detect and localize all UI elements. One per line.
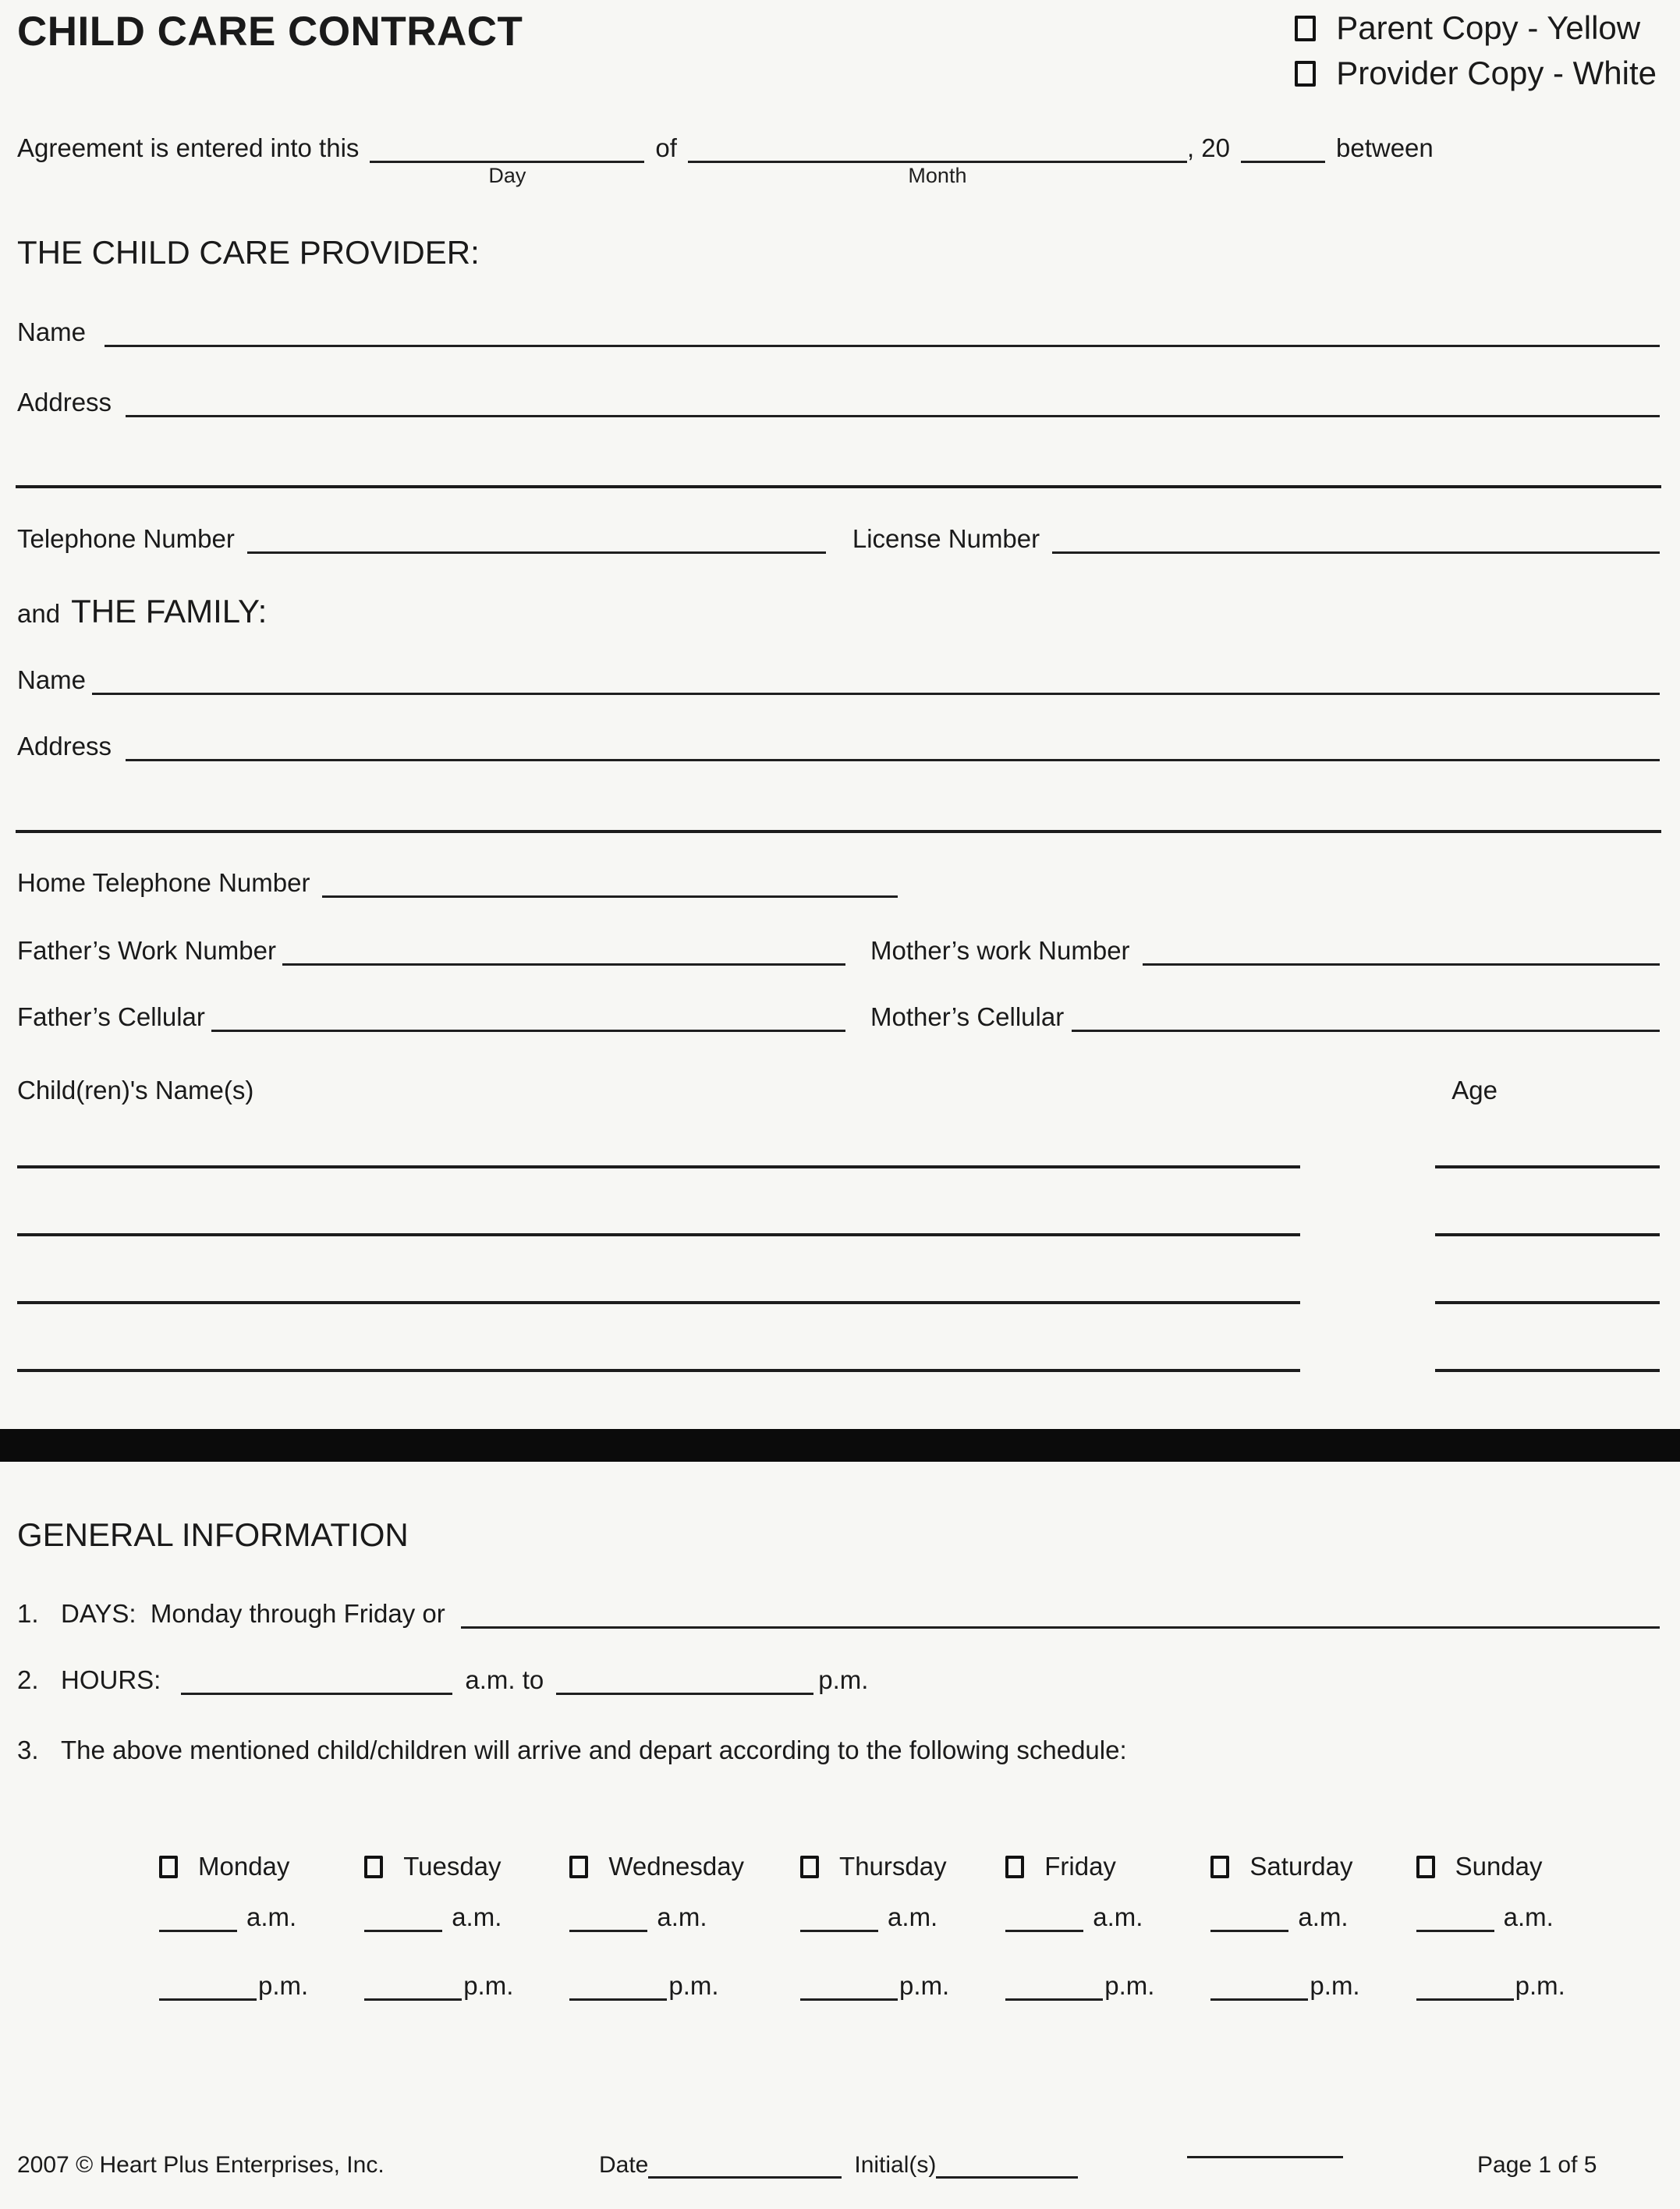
arrival-time-field[interactable] xyxy=(159,1930,237,1932)
child-row xyxy=(17,1101,1660,1168)
child-name-field[interactable] xyxy=(17,1233,1300,1236)
day-header xyxy=(159,1833,308,1900)
provider-name-row xyxy=(17,315,1660,349)
hours-am-field[interactable] xyxy=(181,1693,452,1695)
month-field[interactable] xyxy=(688,161,1187,187)
departure-row xyxy=(364,1969,513,2037)
am-label: a.m. xyxy=(246,1902,297,1931)
mother-cell-label: Mother’s Cellular xyxy=(870,1002,1065,1031)
schedule-day-column-saturday xyxy=(1210,1833,1359,2037)
day-label: Sunday xyxy=(1455,1852,1543,1881)
am-label: a.m. xyxy=(888,1902,938,1931)
provider-copy-row xyxy=(1295,53,1657,94)
provider-name-label: Name xyxy=(17,317,87,346)
children-names-label: Child(ren)'s Name(s) xyxy=(17,1076,254,1104)
child-row xyxy=(17,1236,1660,1304)
extra-initials-group xyxy=(1187,2150,1343,2152)
item1-number: 1. xyxy=(17,1599,39,1628)
child-name-field[interactable] xyxy=(17,1301,1300,1304)
arrival-row xyxy=(364,1900,513,1969)
departure-time-field[interactable] xyxy=(159,1998,257,2001)
child-name-field[interactable] xyxy=(17,1165,1300,1168)
extra-initials-field[interactable] xyxy=(1187,2156,1343,2158)
pm-label: p.m. xyxy=(668,1971,719,2000)
arrival-row xyxy=(569,1900,744,1969)
home-phone-field[interactable] xyxy=(322,895,898,898)
schedule-day-column-friday xyxy=(1005,1833,1154,2037)
child-row xyxy=(17,1304,1660,1372)
am-to-label: a.m. to xyxy=(465,1665,544,1694)
hours-item xyxy=(17,1663,1660,1697)
schedule-day-column-sunday xyxy=(1416,1833,1565,2037)
section-divider-bar xyxy=(0,1429,1680,1462)
day-header xyxy=(1005,1833,1154,1900)
agreement-prefix: Agreement is entered into this xyxy=(17,133,360,162)
child-age-field[interactable] xyxy=(1435,1369,1660,1372)
page-number: Page 1 of 5 xyxy=(1477,2152,1597,2178)
day-checkbox[interactable] xyxy=(1416,1856,1435,1878)
father-work-group xyxy=(17,934,845,968)
year-field[interactable] xyxy=(1241,161,1325,163)
arrival-row xyxy=(159,1900,308,1969)
license-field[interactable] xyxy=(1052,551,1660,554)
day-label: Tuesday xyxy=(403,1852,502,1881)
arrival-time-field[interactable] xyxy=(1416,1930,1494,1932)
departure-time-field[interactable] xyxy=(1005,1998,1103,2001)
day-header xyxy=(800,1833,949,1900)
copy-options xyxy=(1295,8,1657,94)
hours-pm-field[interactable] xyxy=(556,1693,813,1695)
provider-address-field[interactable] xyxy=(126,415,1660,417)
hours-pm-label: p.m. xyxy=(818,1665,869,1694)
day-label: Friday xyxy=(1044,1852,1116,1881)
initials-field[interactable] xyxy=(936,2176,1078,2179)
mother-work-group xyxy=(870,934,1660,968)
provider-phone-row xyxy=(17,522,1660,556)
home-phone-row xyxy=(17,866,1660,900)
age-column-label: Age xyxy=(1451,1076,1497,1104)
arrival-row xyxy=(1005,1900,1154,1969)
schedule-day-column-tuesday xyxy=(364,1833,513,2037)
day-label: Wednesday xyxy=(608,1852,745,1881)
provider-copy-label: Provider Copy - White xyxy=(1336,55,1657,91)
day-checkbox[interactable] xyxy=(364,1856,383,1878)
mother-work-label: Mother’s work Number xyxy=(870,936,1130,965)
family-name-field[interactable] xyxy=(92,693,1660,695)
departure-row xyxy=(159,1969,308,2037)
footer xyxy=(17,2150,1660,2200)
copyright-text: 2007 © Heart Plus Enterprises, Inc. xyxy=(17,2152,385,2178)
arrival-row xyxy=(1416,1900,1565,1969)
provider-address-label: Address xyxy=(17,388,112,417)
family-address-label: Address xyxy=(17,732,112,761)
provider-address-row xyxy=(17,385,1660,420)
father-cell-field[interactable] xyxy=(211,1030,845,1032)
schedule-grid xyxy=(17,1833,1660,2037)
am-label: a.m. xyxy=(657,1902,707,1931)
arrival-row xyxy=(800,1900,949,1969)
day-field-label: Day xyxy=(488,164,526,187)
day-label: Thursday xyxy=(839,1852,947,1881)
departure-row xyxy=(1416,1969,1565,2037)
provider-section-heading: THE CHILD CARE PROVIDER: xyxy=(17,234,480,271)
date-field[interactable] xyxy=(648,2176,842,2179)
days-text: DAYS: Monday through Friday or xyxy=(61,1599,445,1628)
family-section-heading xyxy=(17,591,1660,632)
departure-time-field[interactable] xyxy=(569,1998,667,2001)
schedule-day-column-thursday xyxy=(800,1833,949,2037)
father-work-field[interactable] xyxy=(282,963,845,966)
provider-address2-field[interactable] xyxy=(16,485,1661,488)
hours-text: HOURS: xyxy=(61,1665,161,1694)
telephone-field[interactable] xyxy=(247,551,826,554)
day-label: Monday xyxy=(198,1852,290,1881)
schedule-day-column-monday xyxy=(159,1833,308,2037)
day-header xyxy=(364,1833,513,1900)
days-item xyxy=(17,1597,1660,1631)
arrival-row xyxy=(1210,1900,1359,1969)
pm-label: p.m. xyxy=(258,1971,309,2000)
departure-row xyxy=(1210,1969,1359,2037)
license-label: License Number xyxy=(852,524,1040,553)
am-label: a.m. xyxy=(452,1902,502,1931)
am-label: a.m. xyxy=(1093,1902,1143,1931)
parent-copy-label: Parent Copy - Yellow xyxy=(1336,9,1641,46)
schedule-item xyxy=(17,1733,1660,1768)
child-row xyxy=(17,1168,1660,1236)
father-cell-label: Father’s Cellular xyxy=(17,1002,205,1031)
day-checkbox[interactable] xyxy=(159,1856,178,1878)
arrival-time-field[interactable] xyxy=(1005,1930,1083,1932)
page-title: CHILD CARE CONTRACT xyxy=(17,9,523,55)
child-age-field[interactable] xyxy=(1435,1165,1660,1168)
day-checkbox[interactable] xyxy=(1005,1856,1024,1878)
item2-number: 2. xyxy=(17,1665,39,1694)
footer-date-group xyxy=(599,2150,1078,2181)
parent-copy-row xyxy=(1295,8,1657,48)
header xyxy=(17,8,1660,94)
arrival-time-field[interactable] xyxy=(569,1930,647,1932)
arrival-time-field[interactable] xyxy=(364,1930,442,1932)
departure-time-field[interactable] xyxy=(1210,1998,1308,2001)
schedule-day-column-wednesday xyxy=(569,1833,744,2037)
child-name-field[interactable] xyxy=(17,1369,1300,1372)
general-info-heading: GENERAL INFORMATION xyxy=(17,1516,409,1553)
of-label: of xyxy=(655,133,677,162)
day-checkbox[interactable] xyxy=(800,1856,819,1878)
day-header xyxy=(569,1833,744,1900)
telephone-label: Telephone Number xyxy=(17,524,235,553)
family-name-row xyxy=(17,663,1660,697)
child-age-field[interactable] xyxy=(1435,1301,1660,1304)
pm-label: p.m. xyxy=(1104,1971,1155,2000)
provider-name-field[interactable] xyxy=(105,345,1660,347)
family-address-field[interactable] xyxy=(126,759,1660,761)
father-cell-group xyxy=(17,1000,845,1034)
family-name-label: Name xyxy=(17,665,87,694)
month-field-label: Month xyxy=(908,164,967,187)
mother-work-field[interactable] xyxy=(1143,963,1660,966)
am-label: a.m. xyxy=(1503,1902,1554,1931)
initials-label: Initial(s) xyxy=(854,2152,937,2178)
schedule-text: The above mentioned child/children will arrive and depart according to the following schedule: xyxy=(61,1736,1127,1764)
departure-time-field[interactable] xyxy=(800,1998,898,2001)
provider-copy-checkbox[interactable] xyxy=(1295,61,1316,87)
arrival-time-field[interactable] xyxy=(800,1930,878,1932)
date-label: Date xyxy=(599,2152,649,2178)
and-label: and xyxy=(17,599,61,628)
children-table xyxy=(17,1101,1660,1372)
departure-row xyxy=(1005,1969,1154,2037)
departure-row xyxy=(569,1969,744,2037)
parents-cell-row xyxy=(17,1000,1660,1034)
day-checkbox[interactable] xyxy=(1210,1856,1229,1878)
day-checkbox[interactable] xyxy=(569,1856,588,1878)
day-field[interactable] xyxy=(370,161,644,187)
arrival-time-field[interactable] xyxy=(1210,1930,1288,1932)
child-age-field[interactable] xyxy=(1435,1233,1660,1236)
departure-time-field[interactable] xyxy=(364,1998,462,2001)
departure-row xyxy=(800,1969,949,2037)
item3-number: 3. xyxy=(17,1736,39,1764)
days-other-field[interactable] xyxy=(461,1626,1660,1629)
pm-label: p.m. xyxy=(463,1971,514,2000)
pm-label: p.m. xyxy=(1310,1971,1360,2000)
pm-label: p.m. xyxy=(899,1971,950,2000)
am-label: a.m. xyxy=(1298,1902,1349,1931)
parent-copy-checkbox[interactable] xyxy=(1295,16,1316,41)
pm-label: p.m. xyxy=(1515,1971,1565,2000)
agreement-line xyxy=(17,131,1660,187)
family-heading: THE FAMILY: xyxy=(71,593,268,629)
family-address-row xyxy=(17,729,1660,764)
family-address2-field[interactable] xyxy=(16,830,1661,833)
mother-cell-field[interactable] xyxy=(1072,1030,1660,1032)
father-work-label: Father’s Work Number xyxy=(17,936,276,965)
day-header xyxy=(1416,1833,1565,1900)
day-header xyxy=(1210,1833,1359,1900)
home-phone-label: Home Telephone Number xyxy=(17,868,310,897)
day-label: Saturday xyxy=(1249,1852,1353,1881)
mother-cell-group xyxy=(870,1000,1660,1034)
parents-work-row xyxy=(17,934,1660,968)
departure-time-field[interactable] xyxy=(1416,1998,1514,2001)
year-prefix: , 20 xyxy=(1186,133,1230,162)
between-label: between xyxy=(1336,133,1434,162)
